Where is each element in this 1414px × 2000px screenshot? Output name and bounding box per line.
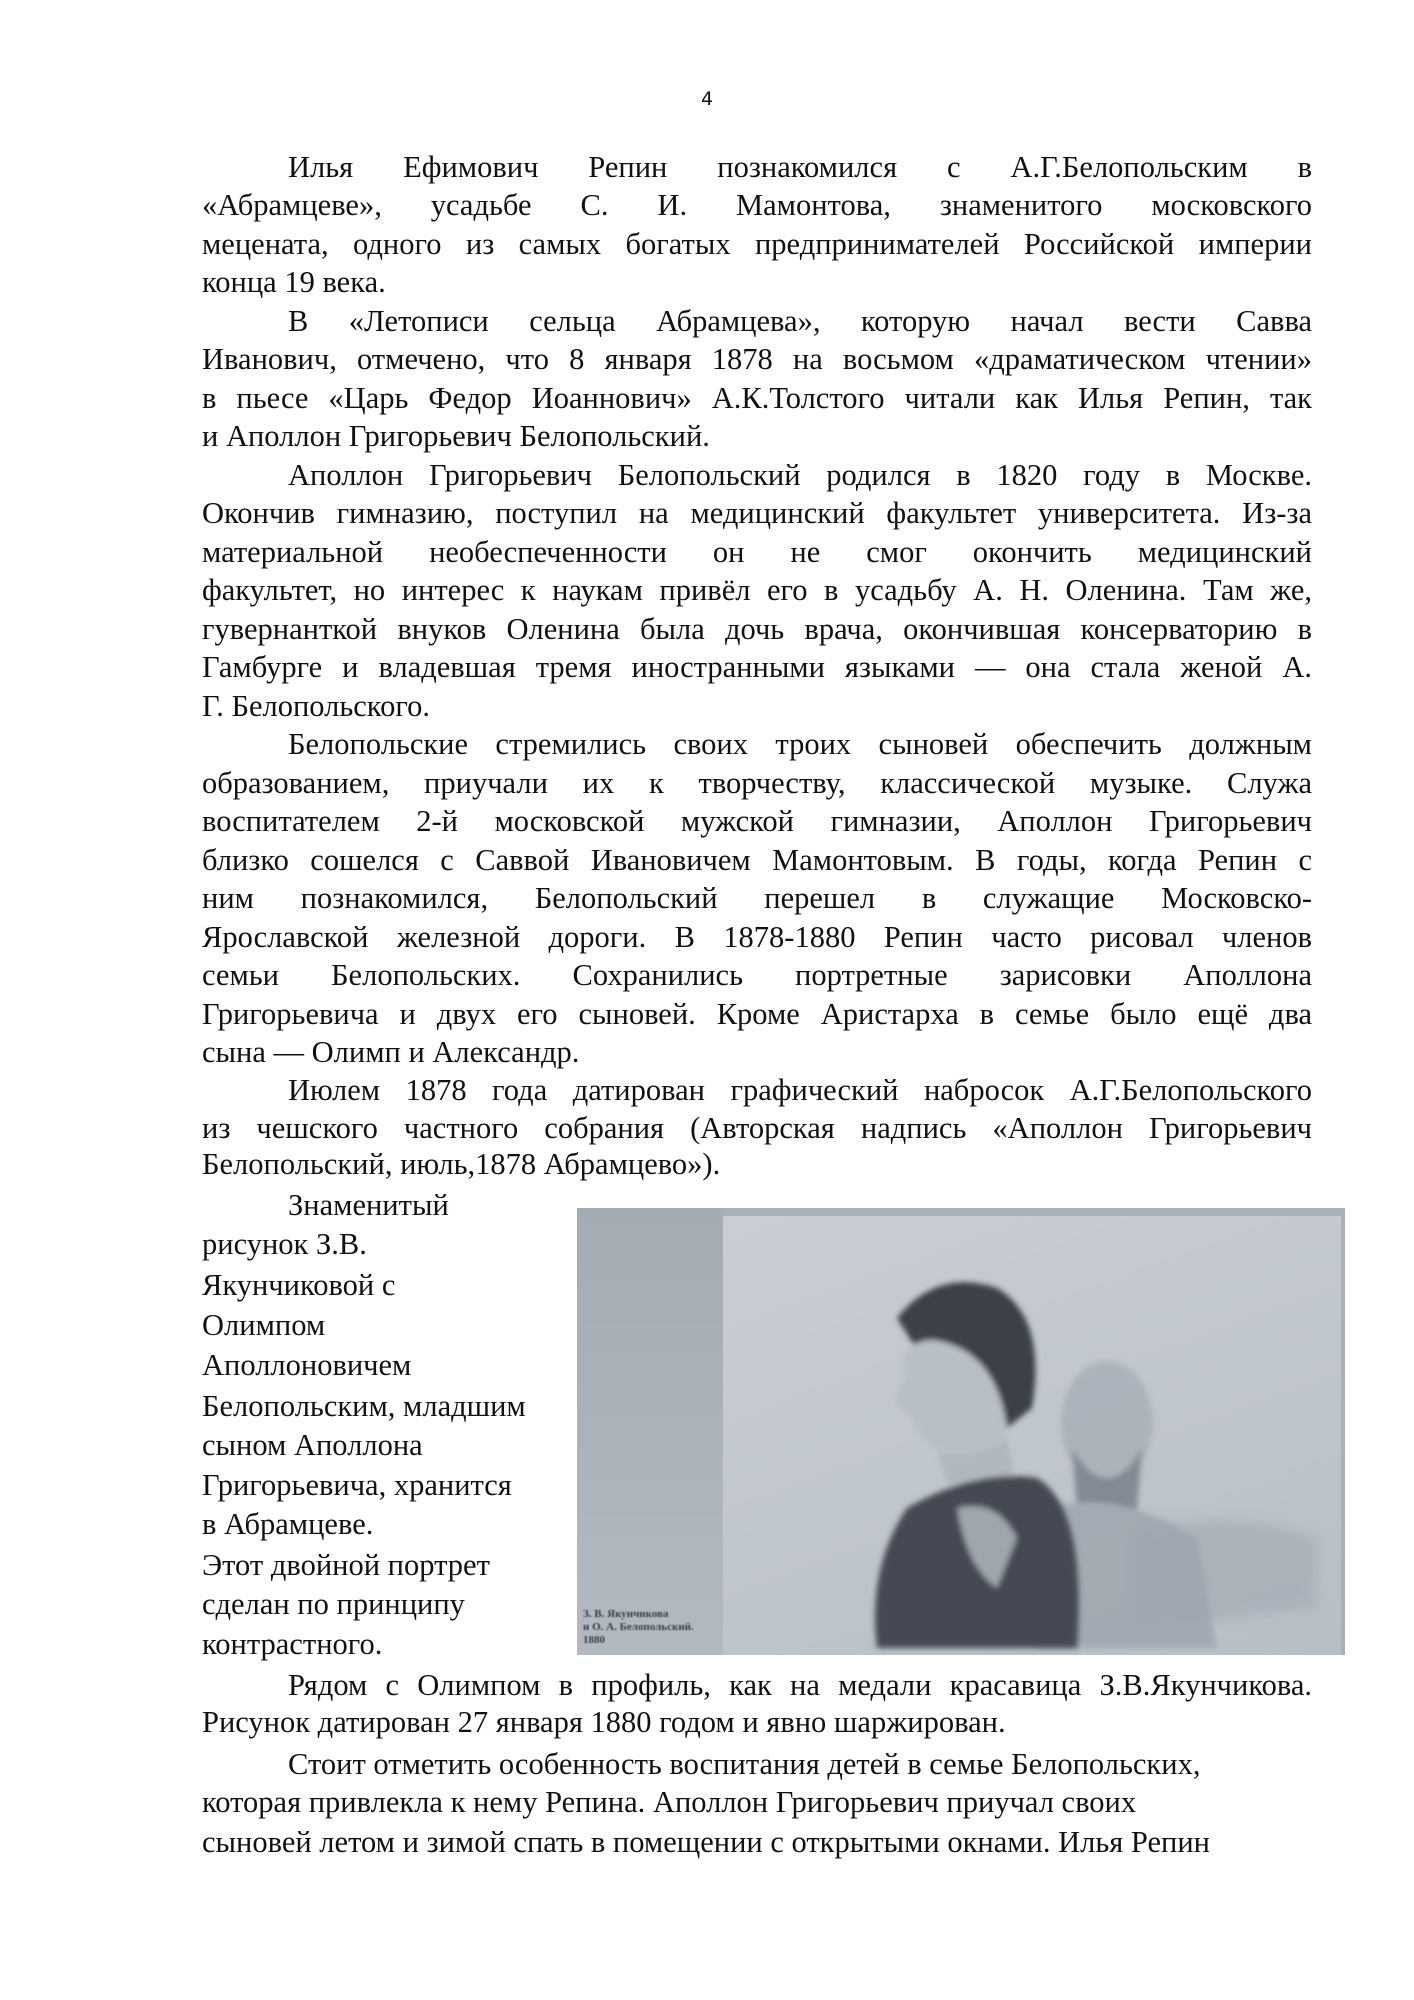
paragraph-6-line: сделан по принципу xyxy=(202,1587,465,1621)
paragraph-2-line: и Аполлон Григорьевич Белопольский. xyxy=(202,419,710,453)
paragraph-6-line: сыном Аполлона xyxy=(202,1428,423,1462)
paragraph-3-line: Окончив гимназию, поступил на медицинский факультет университета. Из-за xyxy=(202,496,1312,530)
paragraph-6-line: рисунок З.В. xyxy=(202,1227,367,1261)
paragraph-4-line: сына — Олимп и Александр. xyxy=(202,1035,580,1069)
paragraph-7-line: Рисунок датирован 27 января 1880 годом и явно шаржирован. xyxy=(202,1705,1006,1739)
paragraph-6-line: Знаменитый xyxy=(288,1188,449,1222)
paragraph-2-line: Иванович, отмечено, что 8 января 1878 на восьмом «драматическом чтении» xyxy=(202,342,1312,376)
paragraph-1-line: Илья Ефимович Репин познакомился с А.Г.Белопольским в xyxy=(288,150,1312,184)
paragraph-4-line: ним познакомился, Белопольский перешел в служащие Московско- xyxy=(202,881,1312,915)
paragraph-2-line: в пьесе «Царь Федор Иоаннович» А.К.Толстого читали как Илья Репин, так xyxy=(202,381,1312,415)
portrait-drawing-image xyxy=(577,1208,1345,1655)
paragraph-6-line: Этот двойной портрет xyxy=(202,1548,490,1582)
paragraph-3-line: Гамбурге и владевшая тремя иностранными языками — она стала женой А. xyxy=(202,650,1312,684)
paragraph-3-line: факультет, но интерес к наукам привёл его в усадьбу А. Н. Оленина. Там же, xyxy=(202,573,1312,607)
paragraph-6-line: Олимпом xyxy=(202,1308,326,1342)
paragraph-8-line: Стоит отметить особенность воспитания детей в семье Белопольских, xyxy=(288,1747,1201,1781)
paragraph-5-line: Июлем 1878 года датирован графический набросок А.Г.Белопольского xyxy=(288,1073,1312,1107)
figure-caption-line: 1880 xyxy=(583,1634,605,1646)
paragraph-3-line: материальной необеспеченности он не смог окончить медицинский xyxy=(202,535,1312,569)
paragraph-6-line: Якунчиковой с xyxy=(202,1268,396,1302)
paragraph-2-line: В «Летописи сельца Абрамцева», которую начал вести Савва xyxy=(288,304,1312,338)
figure-caption-line: З. В. Якунчикова xyxy=(583,1608,669,1620)
paragraph-3-line: Аполлон Григорьевич Белопольский родился в 1820 году в Москве. xyxy=(288,458,1312,492)
figure-caption xyxy=(583,1608,694,1647)
paragraph-4-line: воспитателем 2-й московской мужской гимназии, Аполлон Григорьевич xyxy=(202,804,1312,838)
paragraph-1-line: конца 19 века. xyxy=(202,265,386,299)
paragraph-4-line: семьи Белопольских. Сохранились портретные зарисовки Аполлона xyxy=(202,958,1312,992)
paragraph-1-line: «Абрамцеве», усадьбе С. И. Мамонтова, знаменитого московского xyxy=(202,188,1312,222)
figure-caption-line: и О. А. Белопольский. xyxy=(583,1621,694,1633)
paragraph-7-line: Рядом с Олимпом в профиль, как на медали красавица З.В.Якунчикова. xyxy=(288,1668,1312,1702)
paragraph-4-line: Белопольские стремились своих троих сыновей обеспечить должным xyxy=(288,727,1312,761)
paragraph-5-line: из чешского частного собрания (Авторская надпись «Аполлон Григорьевич xyxy=(202,1111,1312,1145)
paragraph-6-line: Аполлоновичем xyxy=(202,1348,412,1382)
paragraph-3-line: гувернанткой внуков Оленина была дочь врача, окончившая консерваторию в xyxy=(202,612,1312,646)
paragraph-1-line: мецената, одного из самых богатых предпринимателей Российской империи xyxy=(202,227,1312,261)
paragraph-4-line: образованием, приучали их к творчеству, классической музыке. Служа xyxy=(202,766,1312,800)
page-number: 4 xyxy=(700,88,714,110)
sketch-illustration xyxy=(577,1208,1345,1655)
paragraph-8-line: которая привлекла к нему Репина. Аполлон Григорьевич приучал своих xyxy=(202,1785,1137,1819)
paragraph-6-line: контрастного. xyxy=(202,1627,383,1661)
paragraph-3-line: Г. Белопольского. xyxy=(202,689,430,723)
paragraph-4-line: Ярославской железной дороги. В 1878-1880 Репин часто рисовал членов xyxy=(202,920,1312,954)
paragraph-6-line: в Абрамцеве. xyxy=(202,1507,374,1541)
paragraph-4-line: Григорьевича и двух его сыновей. Кроме Аристарха в семье было ещё два xyxy=(202,997,1312,1031)
paragraph-6-line: Белопольским, младшим xyxy=(202,1389,526,1423)
paragraph-4-line: близко сошелся с Саввой Ивановичем Мамонтовым. В годы, когда Репин с xyxy=(202,843,1312,877)
paragraph-8-line: сыновей летом и зимой спать в помещении с открытыми окнами. Илья Репин xyxy=(202,1825,1210,1859)
paragraph-5-line: Белопольский, июль,1878 Абрамцево»). xyxy=(202,1147,721,1181)
woman-figure xyxy=(875,1282,1079,1648)
paragraph-6-line: Григорьевича, хранится xyxy=(202,1468,512,1502)
